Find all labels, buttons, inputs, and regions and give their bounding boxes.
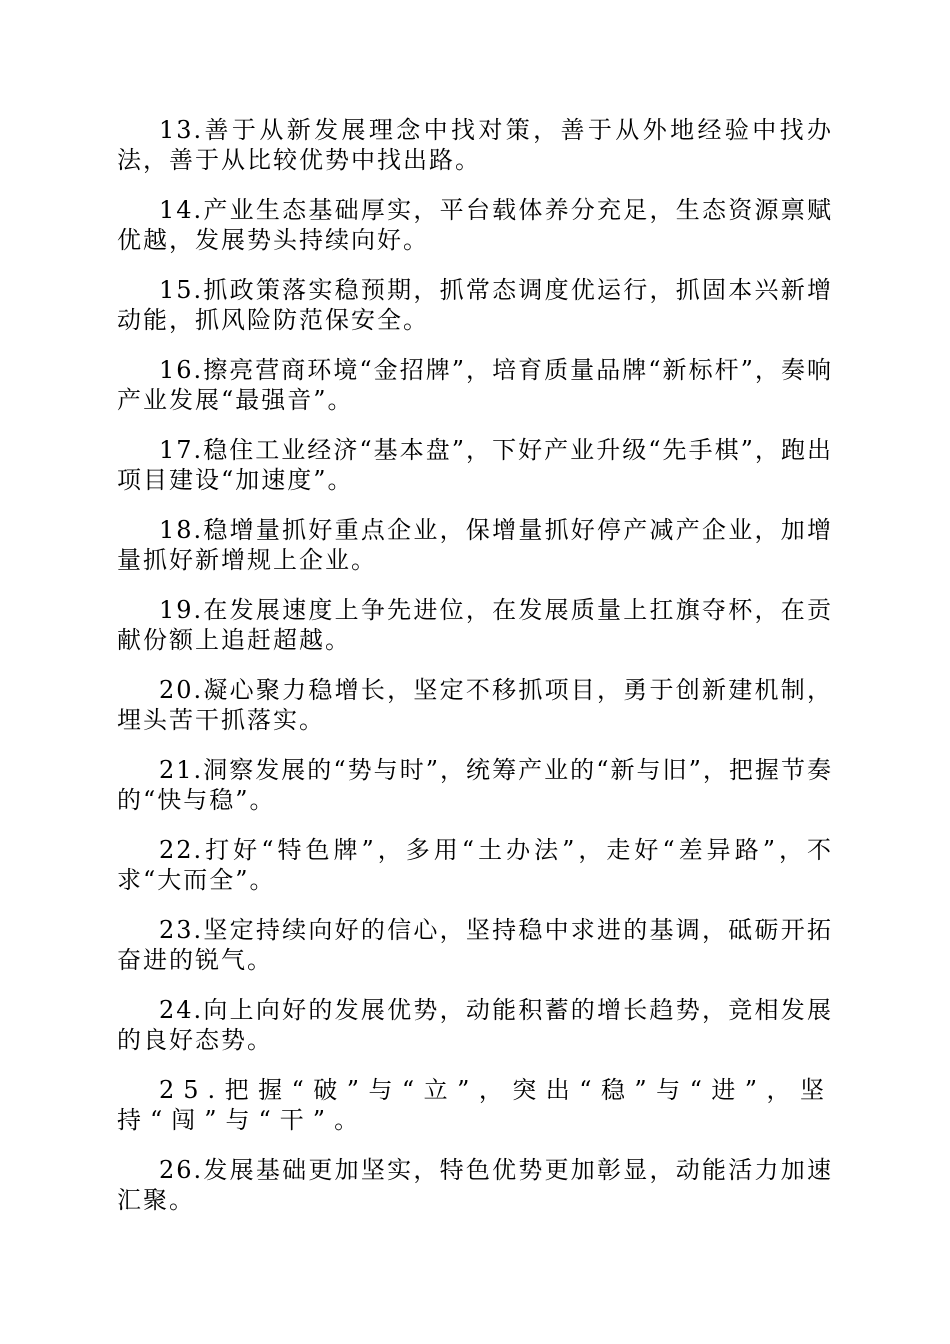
- paragraph-24: 24.向上向好的发展优势，动能积蓄的增长趋势，竞相发展的良好态势。: [117, 996, 833, 1054]
- paragraph-15: 15.抓政策落实稳预期，抓常态调度优运行，抓固本兴新增动能，抓风险防范保安全。: [117, 276, 833, 334]
- paragraph-26: 26.发展基础更加坚实，特色优势更加彰显，动能活力加速汇聚。: [117, 1156, 833, 1214]
- paragraph-23: 23.坚定持续向好的信心，坚持稳中求进的基调，砥砺开拓奋进的锐气。: [117, 916, 833, 974]
- paragraph-22: 22.打好“特色牌”，多用“土办法”，走好“差异路”，不求“大而全”。: [117, 836, 833, 894]
- paragraph-19: 19.在发展速度上争先进位，在发展质量上扛旗夺杯，在贡献份额上追赶超越。: [117, 596, 833, 654]
- paragraph-18: 18.稳增量抓好重点企业，保增量抓好停产减产企业，加增量抓好新增规上企业。: [117, 516, 833, 574]
- paragraph-14: 14.产业生态基础厚实，平台载体养分充足，生态资源禀赋优越，发展势头持续向好。: [117, 196, 833, 254]
- paragraph-25: 25.把握“破”与“立”，突出“稳”与“进”，坚持“闯”与“干”。: [117, 1076, 833, 1134]
- paragraph-21: 21.洞察发展的“势与时”，统筹产业的“新与旧”，把握节奏的“快与稳”。: [117, 756, 833, 814]
- paragraph-17: 17.稳住工业经济“基本盘”，下好产业升级“先手棋”，跑出项目建设“加速度”。: [117, 436, 833, 494]
- document-page: [117, 115, 833, 1235]
- paragraph-13: 13.善于从新发展理念中找对策，善于从外地经验中找办法，善于从比较优势中找出路。: [117, 116, 833, 174]
- paragraph-20: 20.凝心聚力稳增长，坚定不移抓项目，勇于创新建机制，埋头苦干抓落实。: [117, 676, 833, 734]
- paragraph-16: 16.擦亮营商环境“金招牌”，培育质量品牌“新标杆”，奏响产业发展“最强音”。: [117, 356, 833, 414]
